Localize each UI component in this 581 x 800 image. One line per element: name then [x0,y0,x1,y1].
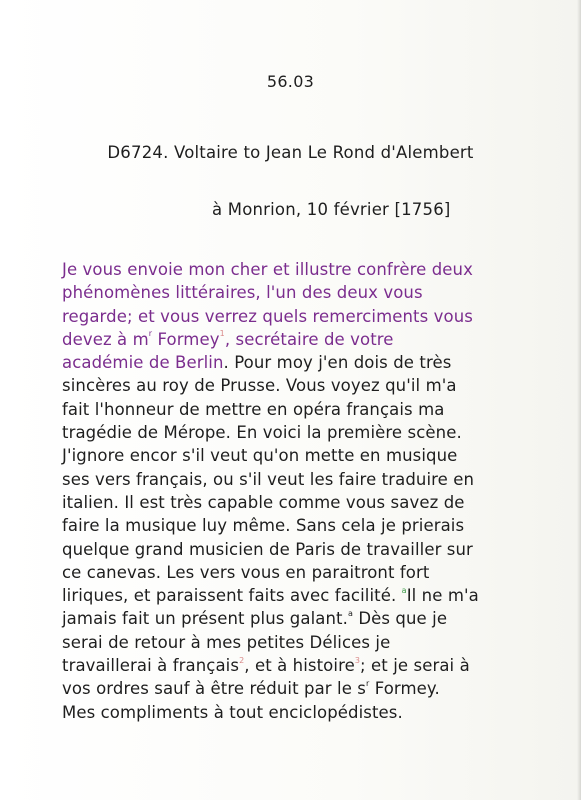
letter-line: ses vers français, ou s'il veut les faire traduire en [62,469,475,489]
footnote-marker-2[interactable]: 2 [239,655,245,665]
textual-note-end-marker[interactable]: a [347,608,353,618]
letter-line: Mes compliments à tout enciclopédistes. [62,702,403,722]
letter-line: phénomènes littéraires, l'un des deux vous [62,283,423,303]
footnote-marker-3[interactable]: 3 [354,655,361,665]
letter-line [62,584,581,607]
footnote-marker-1[interactable]: 1 [219,329,225,339]
letter-line: ce canevas. Les vers vous en paraitront fort [62,562,430,582]
text-run: , secrétaire de votre [224,329,394,349]
text-run: Formey [152,329,220,349]
text-run: travaillerai à français [62,656,240,676]
letter-line: Je vous envoie mon cher et illustre confrère deux [62,260,473,279]
text-run: devez à m [62,329,149,349]
letter-line [62,328,581,351]
letter-line [62,654,581,677]
letter-line: fait l'honneur de mettre en opéra français ma [62,399,445,419]
text-run: ; et je serai à [360,656,470,676]
text-run: liriques, et paraissent faits avec facilité. [62,586,402,606]
letter-line [62,677,581,700]
letter-title: D6724. Voltaire to Jean Le Rond d'Alembert [107,143,474,162]
letter-line: italien. Il est très capable comme vous savez de [62,492,465,512]
text-run: vos ordres sauf à être réduit par le s [62,679,366,699]
superscript: r [365,678,370,688]
letter-line: serai de retour à mes petites Délices je [62,632,391,652]
text-run-highlighted: académie de Berlin [62,353,224,373]
text-run: Dès que je [352,609,448,629]
letter-body [62,258,581,724]
letter-line: J'ignore encor s'il veut qu'on mette en musique [62,446,458,466]
textual-note-start-marker[interactable]: a [401,585,407,595]
letter-dateline: à Monrion, 10 février [1756] [212,200,451,219]
letter-line: tragédie de Mérope. En voici la première scène. [62,423,462,443]
text-run: . Pour moy j'en dois de très [223,353,452,373]
text-run: jamais fait un présent plus galant. [62,609,348,629]
text-run: Formey. [369,679,440,699]
superscript: r [148,329,153,339]
text-run: , et à histoire [244,656,355,676]
page-number: 56.03 [266,72,315,91]
letter-line: regarde; et vous verrez quels remerciments vous [62,306,473,326]
letter-line [62,351,581,374]
letter-line [62,607,581,630]
text-run: Il ne m'a [406,586,479,606]
letter-line: faire la musique luy même. Sans cela je prierais [62,516,465,536]
letter-line: sincères au roy de Prusse. Vous voyez qu'il m'a [62,376,457,396]
letter-line: quelque grand musicien de Paris de travailler sur [62,539,473,559]
